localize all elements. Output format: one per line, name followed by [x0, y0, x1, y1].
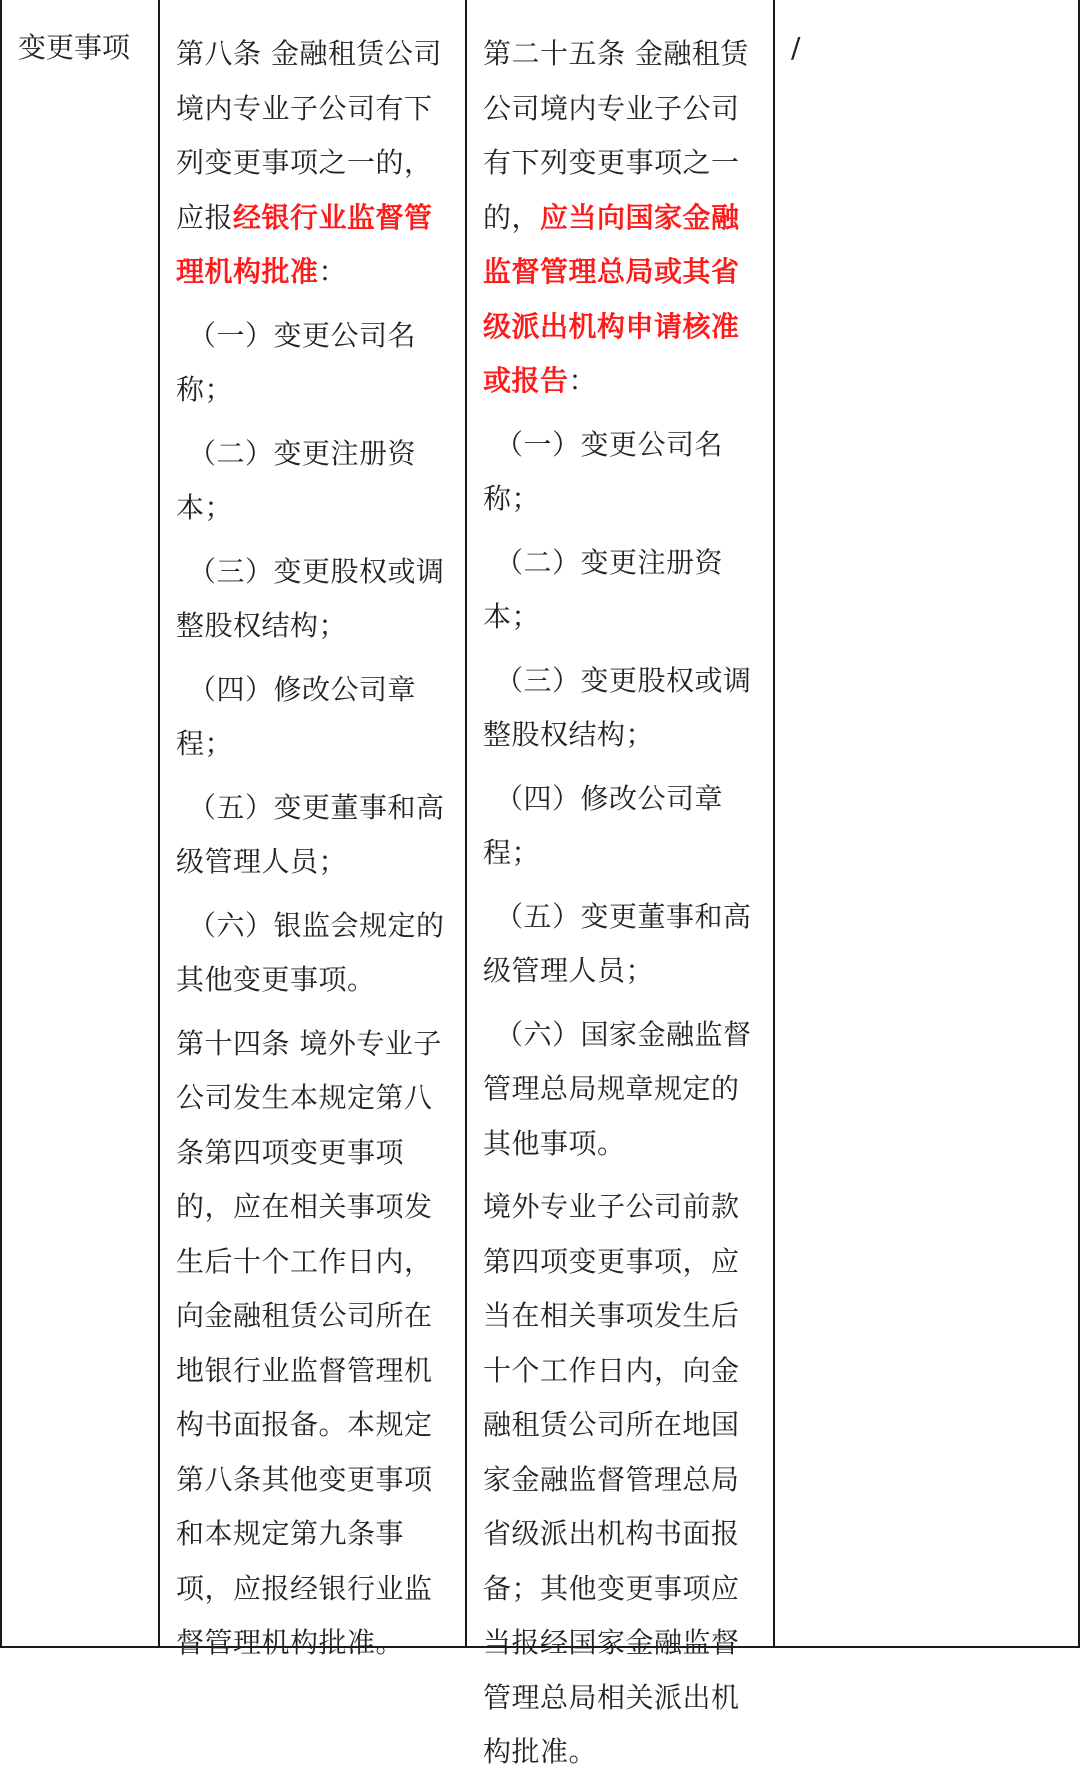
- old-item-4: （四）修改公司章程；: [176, 672, 417, 760]
- new-item-3: （三）变更股权或调整股权结构；: [483, 663, 752, 751]
- category-cell: [2, 0, 158, 1646]
- new-item-6: （六）国家金融监督管理总局规章规定的其他事项。: [483, 1017, 752, 1160]
- article-25-highlight: 应当向国家金融监督管理总局或其省级派出机构申请核准或报告: [483, 200, 740, 397]
- new-provision-text: [483, 27, 765, 1789]
- new-provision-cell: [465, 0, 773, 1768]
- article-8-heading: [176, 27, 458, 300]
- old-provision-text: [176, 27, 458, 1680]
- remarks-cell: [773, 0, 1078, 1646]
- article-25-colon: ：: [568, 364, 598, 397]
- old-provision-cell: [158, 0, 465, 1659]
- new-item-1: （一）变更公司名称；: [483, 427, 724, 515]
- overseas-subsidiary-text: 境外专业子公司前款第四项变更事项，应当在相关事项发生后十个工作日内，向金融租赁公司所在地国家金融监督管理总局省级派出机构书面报备；其他变更事项应当报经国家金融监督管理总局相关派出机构批准。: [483, 1190, 740, 1768]
- article-14-text: 第十四条 境外专业子公司发生本规定第八条第四项变更事项的，应在相关事项发生后十个工作日内，向金融租赁公司所在地银行业监督管理机构书面报备。本规定第八条其他变更事项和本规定第九条事项，应报经银行业监督管理机构批准。: [176, 1026, 442, 1659]
- article-25-text: 第二十五条 金融租赁公司境内专业子公司有下列变更事项之一的，: [483, 37, 749, 234]
- old-item-3: （三）变更股权或调整股权结构；: [176, 554, 445, 642]
- old-item-5: （五）变更董事和高级管理人员；: [176, 790, 445, 878]
- article-8-text: 第八条 金融租赁公司境内专业子公司有下列变更事项之一的，应报: [176, 37, 442, 234]
- new-item-4: （四）修改公司章程；: [483, 781, 724, 869]
- article-25-heading: [483, 27, 765, 409]
- category-label: 变更事项: [18, 31, 131, 64]
- old-item-6: （六）银监会规定的其他变更事项。: [176, 908, 445, 996]
- article-8-colon: ：: [318, 255, 348, 288]
- new-item-5: （五）变更董事和高级管理人员；: [483, 899, 752, 987]
- article-8-highlight: 经银行业监督管理机构批准: [176, 200, 433, 288]
- old-item-1: （一）变更公司名称；: [176, 318, 417, 406]
- old-item-2: （二）变更注册资本；: [176, 436, 417, 524]
- remarks-slash: /: [791, 31, 801, 64]
- new-item-2: （二）变更注册资本；: [483, 545, 724, 633]
